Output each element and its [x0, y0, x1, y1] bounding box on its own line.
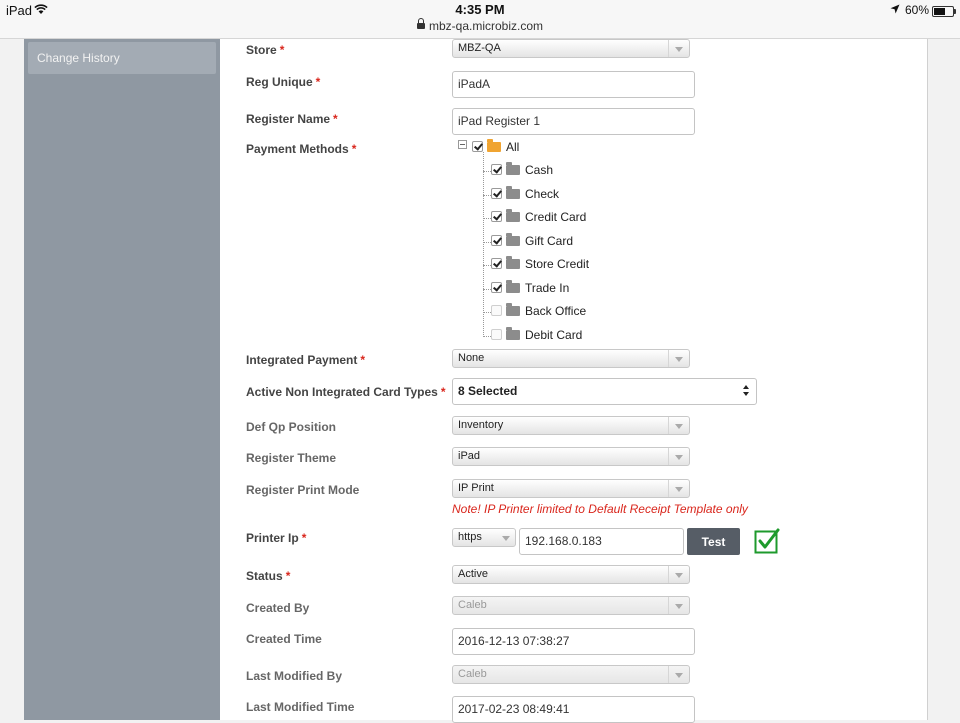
folder-icon	[506, 165, 520, 175]
checkbox-back-office[interactable]	[491, 305, 502, 316]
address-bar[interactable]	[0, 19, 960, 33]
folder-icon	[506, 259, 520, 269]
location-arrow-icon	[890, 4, 900, 14]
test-button[interactable]: Test	[687, 528, 740, 555]
checkbox-trade-in[interactable]	[491, 282, 502, 293]
last-modified-time-label: Last Modified Time	[246, 700, 355, 714]
protocol-select[interactable]: https	[452, 528, 516, 547]
printer-ip-input[interactable]: 192.168.0.183	[519, 528, 684, 555]
folder-icon	[506, 189, 520, 199]
url-text: mbz-qa.microbiz.com	[428, 19, 544, 33]
folder-icon	[506, 283, 520, 293]
sidebar-item-label: Change History	[37, 51, 120, 65]
folder-icon	[506, 236, 520, 246]
checkbox-all[interactable]	[472, 141, 483, 152]
def-qp-position-select[interactable]: Inventory	[452, 416, 690, 435]
register-theme-select[interactable]: iPad	[452, 447, 690, 466]
register-print-mode-select[interactable]: IP Print	[452, 479, 690, 498]
chevron-down-icon	[668, 597, 689, 614]
status-select[interactable]: Active	[452, 565, 690, 584]
chevron-down-icon	[668, 417, 689, 434]
lock-icon	[417, 23, 425, 29]
integrated-payment-label: Integrated Payment *	[246, 353, 366, 367]
updown-arrows-icon	[742, 385, 750, 397]
reg-unique-input[interactable]: iPadA	[452, 71, 695, 98]
sidebar-item-change-history[interactable]	[28, 42, 216, 74]
battery-icon	[932, 6, 954, 17]
created-by-select: Caleb	[452, 596, 690, 615]
folder-icon	[506, 330, 520, 340]
print-mode-note: Note! IP Printer limited to Default Receipt Template only	[452, 502, 748, 516]
checkbox-store-credit[interactable]	[491, 258, 502, 269]
store-label: Store *	[246, 43, 285, 57]
folder-icon	[506, 212, 520, 222]
checkbox-gift-card[interactable]	[491, 235, 502, 246]
checkbox-check[interactable]	[491, 188, 502, 199]
card-types-multiselect[interactable]: 8 Selected	[452, 378, 757, 405]
sidebar	[24, 39, 220, 720]
checkmark-icon	[754, 528, 780, 554]
chevron-down-icon	[668, 448, 689, 465]
chevron-down-icon	[668, 666, 689, 683]
register-print-mode-label: Register Print Mode	[246, 483, 360, 497]
created-time-input[interactable]: 2016-12-13 07:38:27	[452, 628, 695, 655]
last-modified-time-input[interactable]: 2017-02-23 08:49:41	[452, 696, 695, 723]
integrated-payment-select[interactable]: None	[452, 349, 690, 368]
store-value: MBZ-QA	[458, 42, 501, 54]
folder-icon	[506, 306, 520, 316]
tree-connector	[483, 152, 484, 335]
created-by-label: Created By	[246, 601, 310, 615]
store-select[interactable]	[452, 39, 690, 58]
checkbox-debit-card[interactable]	[491, 329, 502, 340]
status-label: Status *	[246, 569, 291, 583]
device-name: iPad	[6, 3, 33, 18]
created-time-label: Created Time	[246, 632, 322, 646]
collapse-icon[interactable]	[458, 140, 467, 149]
reg-unique-label: Reg Unique *	[246, 75, 321, 89]
folder-open-icon	[487, 142, 501, 152]
status-bar	[0, 0, 960, 39]
chevron-down-icon	[668, 566, 689, 583]
chevron-down-icon	[668, 480, 689, 497]
chevron-down-icon	[668, 40, 689, 57]
last-modified-by-select: Caleb	[452, 665, 690, 684]
clock: 4:35 PM	[455, 2, 505, 17]
checkbox-cash[interactable]	[491, 164, 502, 175]
register-theme-label: Register Theme	[246, 451, 337, 465]
printer-ip-label: Printer Ip *	[246, 531, 307, 545]
battery-percent: 60%	[905, 3, 930, 17]
checkbox-credit-card[interactable]	[491, 211, 502, 222]
card-types-label: Active Non Integrated Card Types *	[246, 385, 446, 399]
payment-methods-label: Payment Methods *	[246, 142, 357, 156]
chevron-down-icon	[497, 529, 515, 546]
last-modified-by-label: Last Modified By	[246, 669, 343, 683]
def-qp-position-label: Def Qp Position	[246, 420, 336, 434]
register-name-label: Register Name *	[246, 112, 338, 126]
chevron-down-icon	[668, 350, 689, 367]
register-name-input[interactable]: iPad Register 1	[452, 108, 695, 135]
